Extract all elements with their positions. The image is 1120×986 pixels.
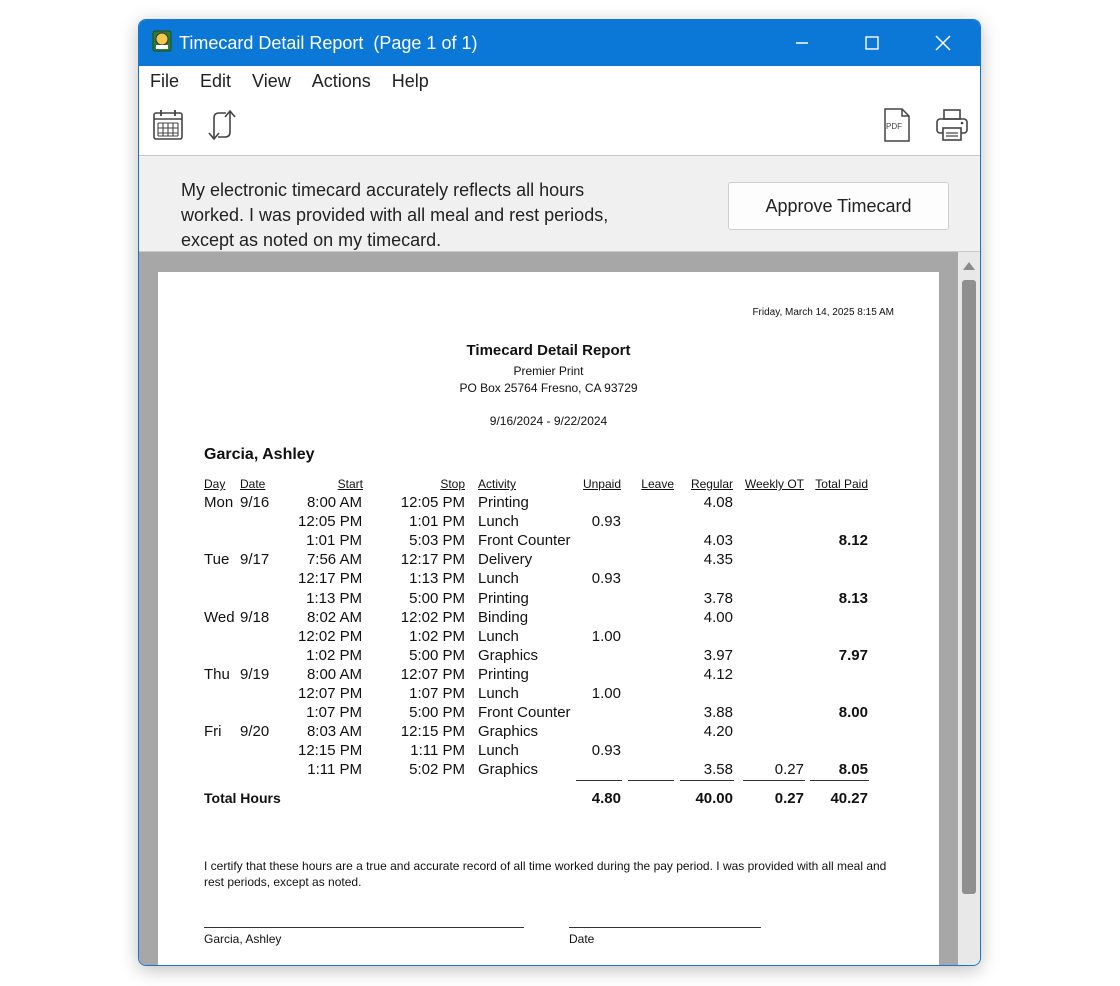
cell-regular: 4.00 xyxy=(703,609,733,626)
cell-stop: 5:02 PM xyxy=(409,761,465,778)
cell-regular: 3.88 xyxy=(703,704,733,721)
cell-start: 8:00 AM xyxy=(306,494,362,511)
report-viewer[interactable] xyxy=(139,252,980,966)
approve-timecard-button[interactable]: Approve Timecard xyxy=(728,182,949,230)
scroll-thumb[interactable] xyxy=(962,280,976,894)
cell-stop: 5:03 PM xyxy=(409,532,465,549)
report-page xyxy=(158,272,939,966)
employee-signature-line xyxy=(204,927,524,928)
cell-total-paid: 7.97 xyxy=(838,647,868,664)
cell-regular: 4.08 xyxy=(703,494,733,511)
menu-bar xyxy=(139,66,980,96)
cell-day: Tue xyxy=(204,551,230,568)
print-button[interactable] xyxy=(934,106,970,144)
col-header-unpaid: Unpaid xyxy=(582,477,621,491)
cell-stop: 12:15 PM xyxy=(400,723,465,740)
cell-start: 7:56 AM xyxy=(306,551,362,568)
maximize-button[interactable] xyxy=(849,20,895,66)
leave-subtotal-rule xyxy=(628,780,674,781)
cell-day: Fri xyxy=(204,723,222,740)
report-run-datetime: Friday, March 14, 2025 8:15 AM xyxy=(752,307,894,318)
approval-panel xyxy=(139,156,980,252)
cell-regular: 4.03 xyxy=(703,532,733,549)
cell-unpaid: 0.93 xyxy=(591,742,621,759)
menu-edit[interactable]: Edit xyxy=(200,70,232,91)
cell-day: Wed xyxy=(204,609,235,626)
cell-stop: 1:07 PM xyxy=(409,685,465,702)
menu-help[interactable]: Help xyxy=(391,70,429,91)
window-title: Timecard Detail Report (Page 1 of 1) xyxy=(179,33,478,53)
minimize-icon xyxy=(795,36,809,50)
cell-activity: Lunch xyxy=(478,513,519,530)
cell-start: 12:15 PM xyxy=(298,742,363,759)
cell-stop: 12:02 PM xyxy=(400,609,465,626)
cell-date: 9/17 xyxy=(240,551,270,568)
cell-activity: Front Counter xyxy=(478,532,571,549)
cell-regular: 4.20 xyxy=(703,723,733,740)
menu-view[interactable]: View xyxy=(252,70,291,91)
scroll-up-arrow-icon[interactable] xyxy=(963,262,975,270)
refresh-button[interactable] xyxy=(204,106,240,144)
cell-start: 1:02 PM xyxy=(306,647,362,664)
report-window xyxy=(138,19,981,966)
cell-activity: Lunch xyxy=(478,570,519,587)
cell-regular: 3.78 xyxy=(703,590,733,607)
cell-regular: 3.58 xyxy=(703,761,733,778)
employee-name: Garcia, Ashley xyxy=(204,446,315,463)
cell-start: 1:13 PM xyxy=(306,590,362,607)
cell-stop: 1:13 PM xyxy=(409,570,465,587)
calendar-icon xyxy=(152,109,184,141)
cell-start: 12:05 PM xyxy=(298,513,363,530)
cell-unpaid: 1.00 xyxy=(591,628,621,645)
cell-start: 12:02 PM xyxy=(298,628,363,645)
cell-stop: 12:17 PM xyxy=(400,551,465,568)
signature-employee-name: Garcia, Ashley xyxy=(204,932,282,946)
vertical-scrollbar[interactable] xyxy=(958,252,980,966)
close-icon xyxy=(935,35,951,51)
weekly-ot-subtotal-rule xyxy=(743,780,805,781)
cell-activity: Printing xyxy=(478,666,529,683)
cell-stop: 5:00 PM xyxy=(409,704,465,721)
cell-day: Thu xyxy=(204,666,230,683)
cell-start: 8:02 AM xyxy=(306,609,362,626)
date-signature-line xyxy=(569,927,761,928)
minimize-button[interactable] xyxy=(779,20,825,66)
col-header-stop: Stop xyxy=(440,477,465,491)
toolbar xyxy=(139,96,980,156)
col-header-total-paid: Total Paid xyxy=(815,477,868,491)
cell-stop: 1:11 PM xyxy=(410,742,465,759)
cell-activity: Lunch xyxy=(478,685,519,702)
cell-regular: 4.12 xyxy=(703,666,733,683)
cell-weekly-ot: 0.27 xyxy=(774,761,804,778)
company-name: Premier Print xyxy=(513,364,584,378)
pay-period: 9/16/2024 - 9/22/2024 xyxy=(489,414,608,428)
col-header-leave: Leave xyxy=(641,477,674,491)
cell-activity: Binding xyxy=(478,609,529,626)
cell-start: 1:01 PM xyxy=(306,532,362,549)
app-logo-icon xyxy=(152,30,172,52)
printer-icon xyxy=(935,108,969,142)
pdf-export-button[interactable] xyxy=(879,106,915,144)
cell-start: 8:03 AM xyxy=(306,723,362,740)
signature-date-label: Date xyxy=(569,932,595,946)
cell-stop: 1:02 PM xyxy=(409,628,465,645)
cell-unpaid: 1.00 xyxy=(591,685,621,702)
pdf-label: PDF xyxy=(886,122,902,131)
title-bar[interactable] xyxy=(139,20,980,66)
cell-start: 8:00 AM xyxy=(306,666,362,683)
cell-regular: 3.97 xyxy=(703,647,733,664)
cell-activity: Delivery xyxy=(478,551,533,568)
cell-total-paid: 8.05 xyxy=(838,761,868,778)
cell-unpaid: 0.93 xyxy=(591,570,621,587)
menu-file[interactable]: File xyxy=(150,70,180,91)
close-button[interactable] xyxy=(920,20,966,66)
cell-activity: Graphics xyxy=(478,647,539,664)
unpaid-subtotal-rule xyxy=(576,780,622,781)
cell-activity: Graphics xyxy=(478,723,539,740)
cell-total-paid: 8.12 xyxy=(838,532,868,549)
cell-start: 12:07 PM xyxy=(298,685,363,702)
cell-activity: Lunch xyxy=(478,742,519,759)
cell-activity: Front Counter xyxy=(478,704,571,721)
cell-total-paid: 8.13 xyxy=(838,590,868,607)
total-paid: 40.27 xyxy=(830,790,868,807)
menu-actions[interactable]: Actions xyxy=(311,70,371,91)
cell-start: 1:07 PM xyxy=(306,704,362,721)
cell-stop: 12:05 PM xyxy=(400,494,465,511)
col-header-weekly-ot: Weekly OT xyxy=(744,477,804,491)
total-weekly-ot: 0.27 xyxy=(774,790,804,807)
total-hours-label: Total Hours xyxy=(204,790,281,806)
cell-stop: 5:00 PM xyxy=(409,647,465,664)
refresh-icon xyxy=(206,108,238,142)
calendar-button[interactable] xyxy=(150,106,186,144)
col-header-date: Date xyxy=(240,477,266,491)
col-header-start: Start xyxy=(337,477,363,491)
total-paid-subtotal-rule xyxy=(810,780,869,781)
cell-total-paid: 8.00 xyxy=(838,704,868,721)
cell-date: 9/20 xyxy=(240,723,270,740)
cell-start: 12:17 PM xyxy=(298,570,363,587)
cell-regular: 4.35 xyxy=(703,551,733,568)
cell-date: 9/18 xyxy=(240,609,270,626)
cell-day: Mon xyxy=(204,494,234,511)
col-header-activity: Activity xyxy=(478,477,517,491)
cell-date: 9/16 xyxy=(240,494,270,511)
col-header-regular: Regular xyxy=(690,477,733,491)
cell-stop: 5:00 PM xyxy=(409,590,465,607)
cell-activity: Graphics xyxy=(478,761,539,778)
cell-activity: Printing xyxy=(478,590,529,607)
cell-activity: Printing xyxy=(478,494,529,511)
maximize-icon xyxy=(865,36,879,50)
total-regular: 40.00 xyxy=(695,790,733,807)
col-header-day: Day xyxy=(204,477,226,491)
approval-statement: My electronic timecard accurately reflects all hours worked. I was provided with all meal and rest periods, except as noted on my timecard. xyxy=(181,180,609,250)
cell-stop: 1:01 PM xyxy=(409,513,465,530)
company-address: PO Box 25764 Fresno, CA 93729 xyxy=(459,381,638,395)
cell-start: 1:11 PM xyxy=(307,761,362,778)
cell-unpaid: 0.93 xyxy=(591,513,621,530)
cell-stop: 12:07 PM xyxy=(400,666,465,683)
certification-statement: I certify that these hours are a true and accurate record of all time worked during the pay period. I was provided with all meal and rest periods, except as noted. xyxy=(204,859,887,889)
report-title: Timecard Detail Report xyxy=(466,342,631,359)
regular-subtotal-rule xyxy=(680,780,734,781)
cell-date: 9/19 xyxy=(240,666,270,683)
total-unpaid: 4.80 xyxy=(591,790,621,807)
cell-activity: Lunch xyxy=(478,628,519,645)
